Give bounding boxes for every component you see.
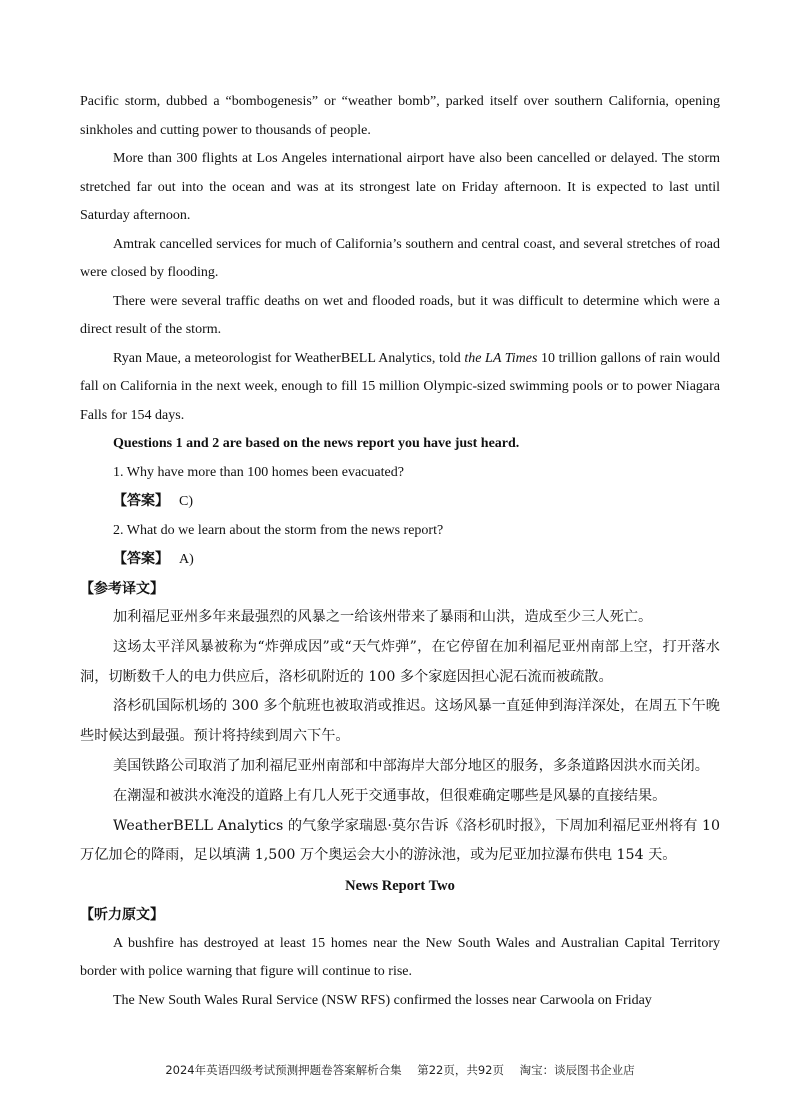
question-2: 2. What do we learn about the storm from the news report? xyxy=(113,522,444,538)
footer-shop: 淘宝：谈辰图书企业店 xyxy=(519,1063,635,1077)
paragraph-amtrak: Amtrak cancelled services for much of California’s southern and central coast, and several stretches of road were closed by flooding. xyxy=(80,236,720,280)
paragraph-storm-intro: Pacific storm, dubbed a “bombogenesis” or “weather bomb”, parked itself over southern California, opening sinkholes and cutting power to thousands of people. xyxy=(80,94,720,138)
paragraph-ryan-maue xyxy=(80,345,720,431)
document-page xyxy=(80,88,720,1015)
translation-paragraph-4: 美国铁路公司取消了加利福尼亚州南部和中部海岸大部分地区的服务，多条道路因洪水而关闭。 xyxy=(113,757,709,774)
paragraph-traffic-deaths: There were several traffic deaths on wet and flooded roads, but it was difficult to determine which were a direct result of the storm. xyxy=(80,293,720,337)
answer-1 xyxy=(80,487,720,517)
answer-2-tag: 【答案】 xyxy=(113,551,169,567)
answer-2 xyxy=(80,545,720,575)
questions-heading: Questions 1 and 2 are based on the news report you have just heard. xyxy=(113,436,520,451)
translation-paragraph-6: WeatherBELL Analytics 的气象学家瑞恩·莫尔告诉《洛杉矶时报》，下周加利福尼亚州将有 10 万亿加仑的降雨，足以填满 1,500 万个奥运会大小的游泳池，或为尼亚加拉瀑布供电 154 天。 xyxy=(80,817,720,864)
transcript-paragraph-1: A bushfire has destroyed at least 15 homes near the New South Wales and Australian Capital Territory border with police warning that figure will continue to rise. xyxy=(80,935,720,980)
ryan-text-after: 10 trillion gallons of rain would fall on California in the next week, enough to fill 15 million Olympic-sized swimming pools or to power Niagara Falls for 154 days. xyxy=(80,350,720,423)
translation-paragraph-2: 这场太平洋风暴被称为“炸弹成因”或“天气炸弹”，在它停留在加利福尼亚州南部上空，打开落水洞，切断数千人的电力供应后，洛杉矶附近的 100 多个家庭因担心泥石流而被疏散。 xyxy=(80,638,720,685)
answer-1-tag: 【答案】 xyxy=(113,493,169,509)
translation-label: 【参考译文】 xyxy=(80,580,164,597)
question-1: 1. Why have more than 100 homes been evacuated? xyxy=(113,464,404,480)
newspaper-title: the LA Times xyxy=(464,350,538,366)
translation-paragraph-5: 在潮湿和被洪水淹没的道路上有几人死于交通事故，但很难确定哪些是风暴的直接结果。 xyxy=(113,787,667,804)
paragraph-flights: More than 300 flights at Los Angeles international airport have also been cancelled or delayed. The storm stretched far out into the ocean and was at its strongest late on Friday afternoon. It is expected to last until Saturday afternoon. xyxy=(80,151,720,223)
answer-1-value: C) xyxy=(179,494,193,509)
answer-2-value: A) xyxy=(179,552,194,567)
page-footer xyxy=(0,1062,800,1078)
footer-book-title: 2024年英语四级考试预测押题卷答案解析合集 xyxy=(165,1063,402,1077)
transcript-label: 【听力原文】 xyxy=(80,907,164,924)
section-title: News Report Two xyxy=(345,878,455,895)
ryan-text-before: Ryan Maue, a meteorologist for WeatherBELL Analytics, told xyxy=(113,350,465,366)
translation-paragraph-1: 加利福尼亚州多年来最强烈的风暴之一给该州带来了暴雨和山洪，造成至少三人死亡。 xyxy=(113,609,653,625)
translation-paragraph-3: 洛杉矶国际机场的 300 多个航班也被取消或推迟。这场风暴一直延伸到海洋深处，在周五下午晚些时候达到最强。预计将持续到周六下午。 xyxy=(80,698,720,745)
footer-page-number: 第22页，共92页 xyxy=(417,1063,505,1077)
transcript-paragraph-2: The New South Wales Rural Service (NSW RFS) confirmed the losses near Carwoola on Friday xyxy=(113,992,652,1008)
